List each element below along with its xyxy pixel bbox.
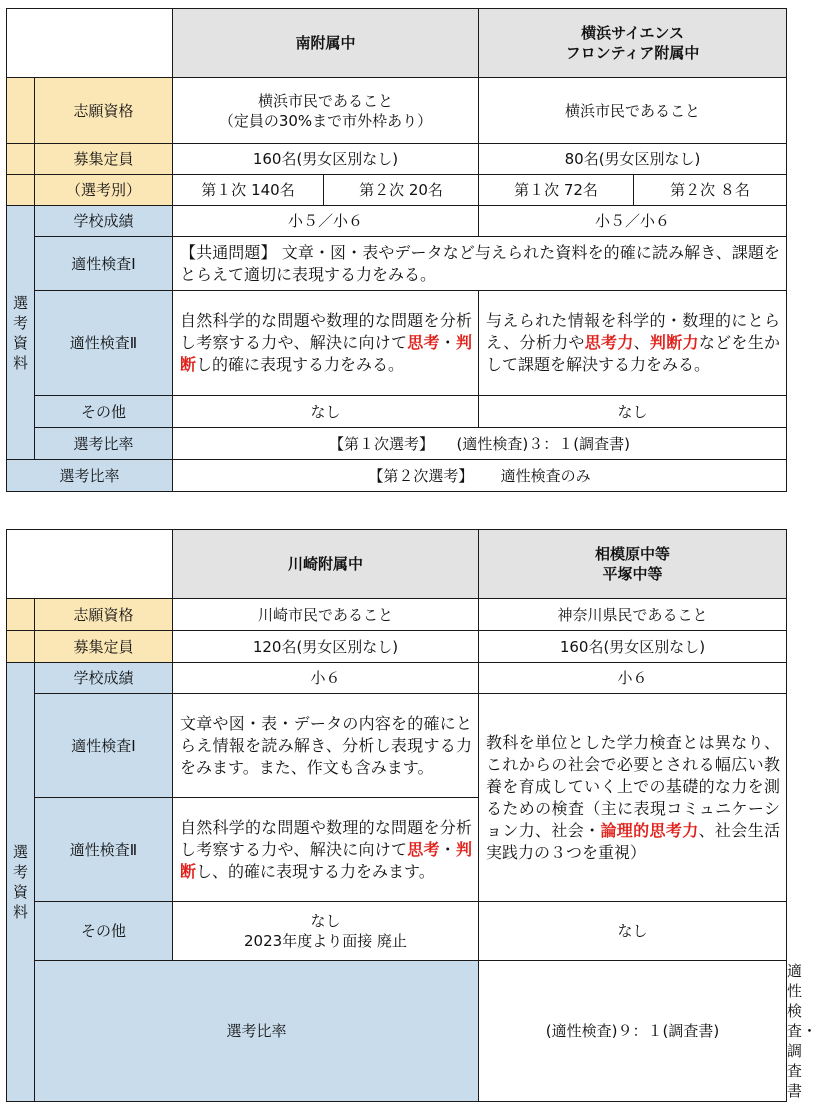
category-char: 考 [12,313,28,332]
highlight-judgment: 判断力 [649,333,699,352]
text-run: ・ [439,839,456,859]
highlight-judgment: 判断 [180,839,472,881]
shared-aptitude1: 【共通問題】 文章・図・表やデータなど与えられた資料を的確に読み解き、課題をとらえて適切に表現する力をみる。 [173,237,787,291]
ysf-capacity: 80名(男女区別なし) [479,144,787,175]
kawasaki-other [173,902,479,961]
text-run: ・ [439,333,456,352]
ysf-round2: 第２次 ８名 [634,175,787,206]
school-header-ysf-line1: 横浜サイエンス [581,24,684,42]
row-stub [7,599,35,631]
ysf-eligibility: 横浜市民であること [479,78,787,144]
label-grades: 学校成績 [35,663,173,694]
minami-round2: 第２次 20名 [324,175,479,206]
minami-grades: 小５／小６ [173,206,479,237]
minami-other: なし [173,396,479,428]
highlight-thinking: 思考 [407,333,440,352]
label-ratio2: 選考比率 [7,460,173,492]
text-run: 自然科学的な問題や数理的な問題を分析し考察する力や、解決に向けて [180,311,473,352]
label-eligibility: 志願資格 [35,78,173,144]
ysf-grades: 小５／小６ [479,206,787,237]
category-char: 選 [12,293,28,312]
sh-grades: 小６ [479,663,787,694]
shared-ratio2: 【第２次選考】 適性検査のみ [173,460,787,492]
label-other: その他 [35,902,173,961]
corner-cell [7,530,173,599]
text-run: 教科を単位とした学力検査とは異なり、これからの社会で必要とされる幅広い教養を育成していく上での基礎的な力を測るための検査（主に表現コミュニケーション力、社会・ [486,732,780,840]
label-aptitude2: 適性検査Ⅱ [35,291,173,396]
school-header-ysf [479,9,787,78]
category-char: 選 [12,843,28,861]
row-stub [7,78,35,144]
sh-eligibility: 神奈川県民であること [479,599,787,631]
minami-eligibility-line1: 横浜市民であること [258,91,394,110]
admission-table-kawasaki-kanagawa: 川崎附属中 相模原中等 平塚中等 志願資格 川崎市民であること 神奈川県民であること 募集定員 120名(男女区別なし) 160名(男女区別なし) 選 考 資 料 学校成績 小６ 小６ 適性検査Ⅰ 文章や図・表・データの内容を的確にとらえ情報を読み解き、分析し表現する力をみます。また、作文も含みます。 教科を単位とした学力検査とは異なり、これからの社会で必要とされる幅広い教養を育成していく上での基礎的な力を測るための検査（主に表現コミュニケーション力、社会・論理的思考力、社会生活実践力の３つを重視） 適性検査Ⅱ 自然科学的な問題や数理的な問題を分析し考察する力や、解決に向けて思考・判断し、的確に表現する力をみます。 その他 なし 2023年度より面接 廃止 なし 選考比率 (適性検査)９：１(調査書) 適性検査・調査書 [6,529,787,1102]
shared-ratio1: 【第１次選考】 (適性検査)３：１(調査書) [173,428,787,460]
row-stub [7,631,35,663]
category-char: 資 [12,333,28,352]
sh-other: なし [479,902,787,961]
school-header-sagamihara-hiratsuka [479,530,787,599]
text-run: 与えられた情報を科学的・数理的にとらえ、分析力や [486,311,781,352]
sh-aptitude [479,694,787,902]
category-selection-materials [7,663,35,1102]
label-aptitude1: 適性検査Ⅰ [35,694,173,798]
label-other: その他 [35,396,173,428]
label-ratio1: 選考比率 [35,428,173,460]
sh-capacity: 160名(男女区別なし) [479,631,787,663]
label-grades: 学校成績 [35,206,173,237]
kawasaki-aptitude2 [173,798,479,902]
label-aptitude1: 適性検査Ⅰ [35,237,173,291]
category-char: 料 [12,353,28,372]
kawasaki-eligibility: 川崎市民であること [173,599,479,631]
row-stub [7,144,35,175]
admission-table-yokohama [6,8,787,492]
highlight-thinking: 思考力 [584,333,634,352]
highlight-logical-thinking: 論理的思考力 [600,820,699,840]
text-run: などを生かして課題を解決する力をみる。 [486,333,780,374]
school-header-kawasaki: 川崎附属中 [173,530,479,599]
school-header-ysf-line2: フロンティア附属中 [565,44,700,62]
school-header-sh-line1: 相模原中等 [594,545,670,563]
category-selection-materials [7,206,35,460]
highlight-judgment: 判断 [180,333,473,374]
minami-round1: 第１次 140名 [173,175,324,206]
category-char: 資 [12,883,28,901]
ysf-round1: 第１次 72名 [479,175,634,206]
ysf-aptitude2 [479,291,787,396]
kawasaki-aptitude1: 文章や図・表・データの内容を的確にとらえ情報を読み解き、分析し表現する力をみます。また、作文も含みます。 [173,694,479,798]
text-run: し、的確に表現する力をみます。 [196,861,435,881]
kawasaki-other-line2: 2023年度より面接 廃止 [244,932,407,950]
kawasaki-capacity: 120名(男女区別なし) [173,631,479,663]
highlight-thinking: 思考 [407,839,440,859]
ysf-other: なし [479,396,787,428]
kawasaki-ratio: (適性検査)９：１(調査書) [479,961,787,1102]
school-header-minami: 南附属中 [173,9,479,78]
kawasaki-other-line1: なし [310,912,341,930]
label-selection: （選考別） [35,175,173,206]
text-run: 自然科学的な問題や数理的な問題を分析し考察する力や、解決に向けて [180,817,472,859]
text-run: 、 [633,333,650,352]
category-char: 考 [12,863,28,881]
text-run: し的確に表現する力をみる。 [196,355,405,374]
school-header-sh-line2: 平塚中等 [602,565,663,583]
minami-aptitude2 [173,291,479,396]
label-eligibility: 志願資格 [35,599,173,631]
corner-cell [7,9,173,78]
row-stub [7,175,35,206]
minami-capacity: 160名(男女区別なし) [173,144,479,175]
label-capacity: 募集定員 [35,144,173,175]
label-capacity: 募集定員 [35,631,173,663]
minami-eligibility-line2: （定員の30%まで市外枠あり） [218,111,433,130]
label-aptitude2: 適性検査Ⅱ [35,798,173,902]
minami-eligibility [173,78,479,144]
text-run: 、社会生活実践力の３つを重視） [486,820,780,862]
label-ratio: 選考比率 [35,961,479,1102]
category-char: 料 [12,903,28,921]
kawasaki-grades: 小６ [173,663,479,694]
